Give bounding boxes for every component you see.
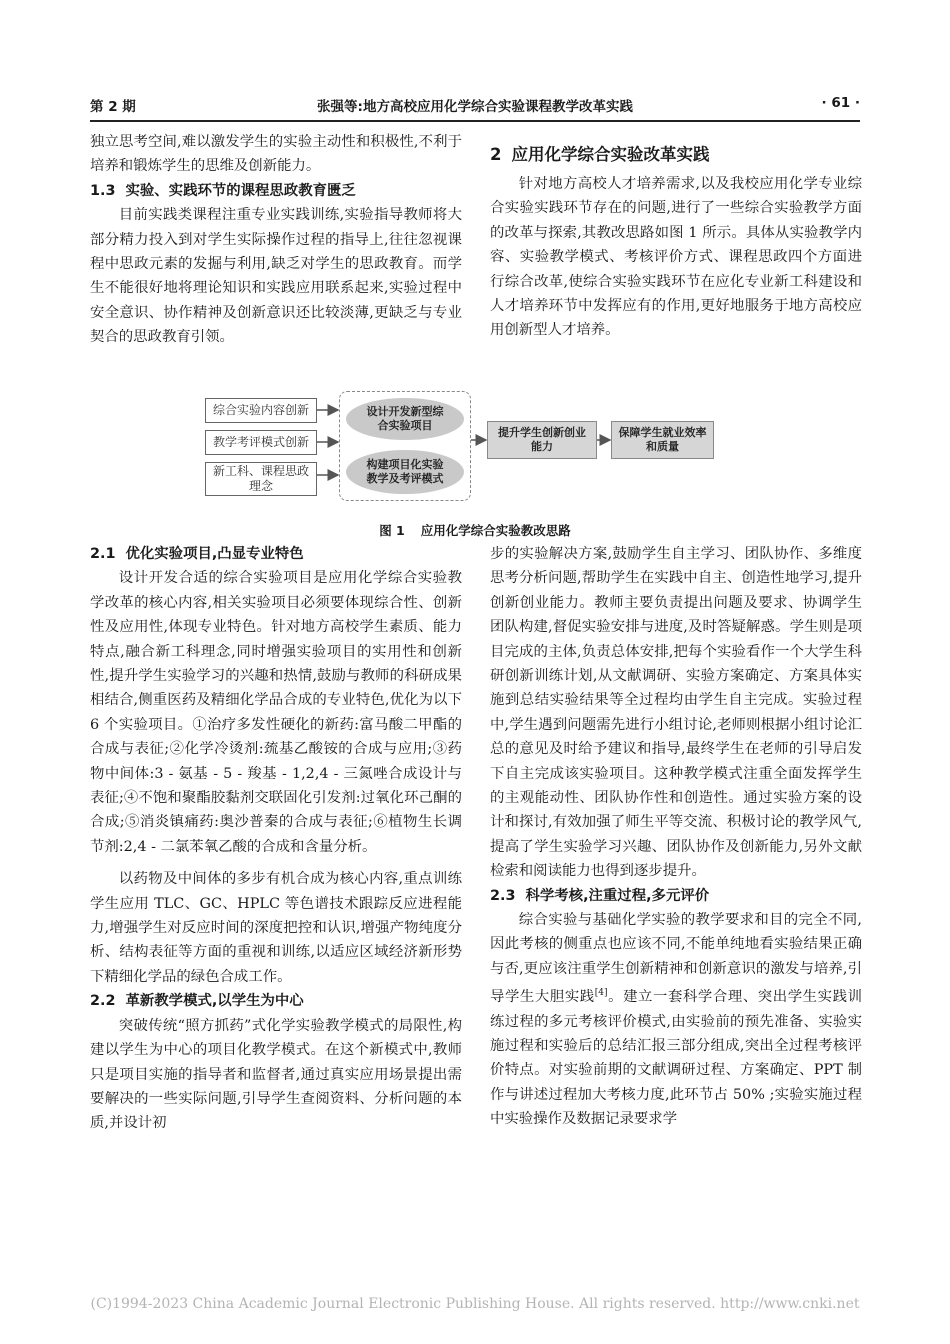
section-1-3-heading	[90, 179, 462, 203]
input-box: 教学考评模式创新	[205, 430, 317, 455]
page-number: · 61 ·	[821, 95, 860, 111]
input-box: 新工科、课程思政理念	[205, 462, 317, 496]
section-2-3-heading	[490, 884, 862, 908]
paragraph	[490, 908, 862, 1131]
right-column-bottom	[490, 542, 862, 1132]
paragraph-continued: 独立思考空间,难以激发学生的实验主动性和积极性,不利于培养和锻炼学生的思维及创新能力。	[90, 134, 462, 175]
paragraph: 针对地方高校人才培养需求,以及我校应用化学专业综合实验实践环节存在的问题,进行了一些综合实验教学方面的改革与探索,其教改思路如图 1 所示。具体从实验教学内容、实验教学模式、考核评价方式、课程思政四个方面进行综合改革,使综合实验实践环节在应化专业新工科建设和人才培养环节中发挥应有的作用,更好地服务于地方高校应用创新型人才培养。	[490, 176, 862, 339]
section-2-heading	[490, 138, 862, 172]
citation: [4]	[594, 988, 608, 999]
left-column-bottom	[90, 542, 462, 1136]
text-run: 综合实验与基础化学实验的教学要求和目的完全不同,因此考核的侧重点也应该不同,不能单纯地看实验结果正确与否,更应该注重学生创新精神和创新意识的激发与培养,引导学生大胆实践	[490, 912, 862, 1006]
input-box: 综合实验内容创新	[205, 398, 317, 423]
outcome-box: 提升学生创新创业能力	[487, 421, 597, 459]
section-title: 科学考核,注重过程,多元评价	[525, 887, 710, 904]
left-column-top	[90, 130, 462, 350]
section-title: 优化实验项目,凸显专业特色	[125, 546, 304, 562]
paragraph: 目前实践类课程注重专业实践训练,实验指导教师将大部分精力投入到对学生实际操作过程的指导上,往往忽视课程中思政元素的发掘与利用,缺乏对学生的思政教育。而学生不能很好地将理论知识和实践应用联系起来,实验过程中安全意识、协作精神及创新意识还比较淡薄,更缺乏与专业契合的思政教育引领。	[90, 207, 462, 346]
paragraph: 设计开发合适的综合实验项目是应用化学综合实验教学改革的核心内容,相关实验项目必须要体现综合性、创新性及应用性,体现专业特色。针对地方高校学生素质、能力特点,融合新工科理念,同时增强实验项目的实用性和创新性,提升学生实验学习的兴趣和热情,鼓励与教师的科研成果相结合,侧重医药及精细化学品合成的专业特色,优化为以下 6 个实验项目。①治疗多发性硬化的新药:富马酸二甲酯的合成与表征;②化学冷烫剂:巯基乙酸铵的合成与应用;③药物中间体:3 - 氨基 - 5 - 羧基 - 1,2,4 - 三氮唑合成设计与表征;④不饱和聚酯胶黏剂交联固化引发剂:过氧化环己酮的合成;⑤消炎镇痛药:奥沙普秦的合成与表征;⑥植物生长调节剂:2,4 - 二氯苯氧乙酸的合成和含量分析。	[90, 570, 462, 855]
process-oval: 设计开发新型综合实验项目	[346, 398, 464, 440]
header-rule	[90, 120, 860, 122]
figure-caption	[0, 521, 950, 539]
caption-text: 应用化学综合实验教改思路	[420, 523, 571, 538]
section-2-2-heading	[90, 989, 462, 1013]
section-number: 2.1	[90, 546, 116, 562]
paragraph: 以药物及中间体的多步有机合成为核心内容,重点训练学生应用 TLC、GC、HPLC 等色谱技术跟踪反应进程能力,增强学生对反应时间的深度把控和认识,增强产物纯度分析、结构表征等方面的重视和训练,以适应区域经济新形势下精细化学品的绿色合成工作。	[90, 871, 462, 985]
text-run: 。建立一套科学合理、突出学生实践训练过程的多元考核评价模式,由实验前的预先准备、实验实施过程和实验后的总结汇报三部分组成,突出全过程考核评价特点。对实验前期的文献调研过程、方案确定、PPT 制作与讲述过程加大考核力度,此环节占 50% ;实验实施过程中实验操作及数据记录要求学	[490, 989, 862, 1128]
dashed-group	[339, 391, 471, 501]
right-column-top	[490, 138, 862, 343]
issue-number: 第 2 期	[90, 99, 136, 115]
section-title: 革新教学模式,以学生为中心	[125, 993, 304, 1010]
paragraph: 突破传统“照方抓药”式化学实验教学模式的局限性,构建以学生为中心的项目化教学模式。在这个新模式中,教师只是项目实施的指导者和监督者,通过真实应用场景提出需要解决的一些实际问题,引导学生查阅资料、分析问题的本质,并设计初	[90, 1017, 462, 1132]
section-2-1-heading	[90, 542, 462, 566]
section-number: 2	[490, 145, 502, 164]
process-oval: 构建项目化实验教学及考评模式	[346, 450, 464, 494]
section-number: 1.3	[90, 182, 116, 199]
section-title: 应用化学综合实验改革实践	[511, 145, 710, 164]
paragraph-continued: 步的实验解决方案,鼓励学生自主学习、团队协作、多维度思考分析问题,帮助学生在实践中自主、创造性地学习,提升创新创业能力。教师主要负责提出问题及要求、协调学生团队构建,督促实验安排与进度,及时答疑解惑。学生则是项目完成的主体,负责总体安排,把每个实验看作一个大学生科研创新训练计划,从文献调研、实验方案确定、方案具体实施到总结实验结果等全过程均由学生自主完成。实验过程中,学生遇到问题需先进行小组讨论,老师则根据小组讨论汇总的意见及时给予建议和指导,最终学生在老师的引导启发下自主完成该实验项目。这种教学模式注重全面发挥学生的主观能动性、团队协作性和创造性。通过实验方案的设计和探讨,有效加强了师生平等交流、积极讨论的教学风气,提高了学生实验学习兴趣、团队协作及创新能力,另外文献检索和阅读能力也得到逐步提升。	[490, 546, 862, 880]
running-header	[90, 92, 860, 114]
outcome-box: 保障学生就业效率和质量	[611, 421, 714, 459]
copyright-footer: (C)1994-2023 China Academic Journal Electronic Publishing House. All rights reserved. http://www.cnki.net	[90, 1296, 860, 1312]
running-title: 张强等:地方高校应用化学综合实验课程教学改革实践	[317, 99, 633, 115]
section-title: 实验、实践环节的课程思政教育匮乏	[125, 182, 356, 199]
section-number: 2.3	[490, 887, 516, 904]
caption-label: 图 1	[379, 523, 405, 538]
section-number: 2.2	[90, 993, 116, 1010]
